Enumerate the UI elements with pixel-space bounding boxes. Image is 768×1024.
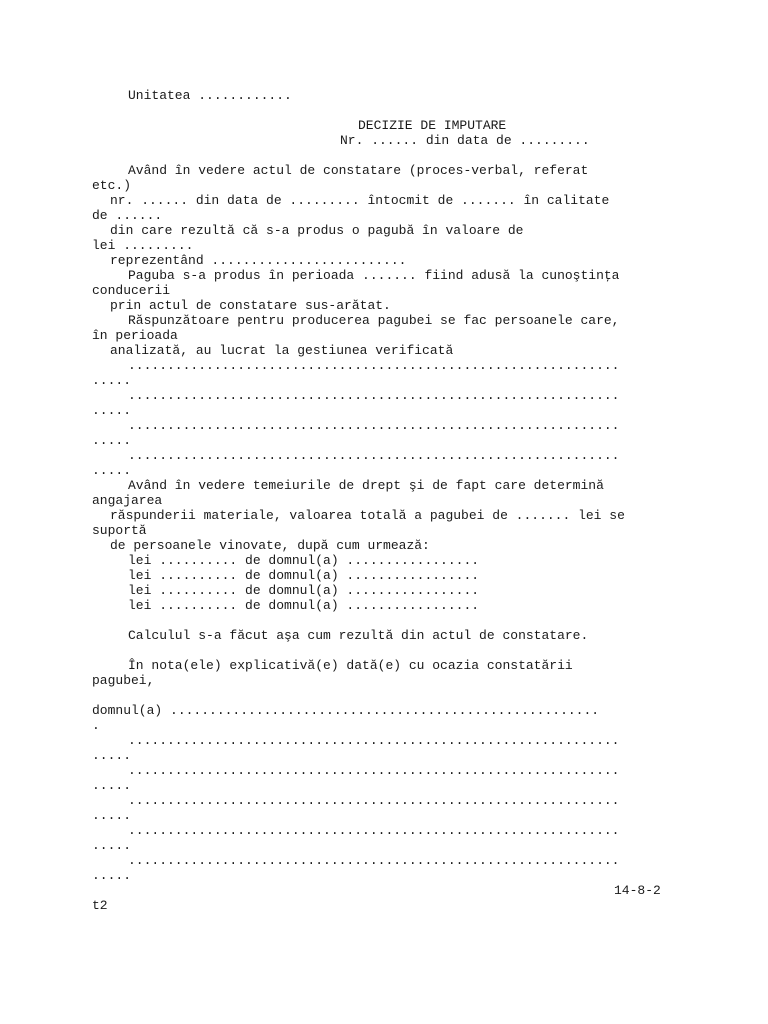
text-line: de ...... xyxy=(92,208,163,223)
text-line: etc.) xyxy=(92,178,132,193)
dotted-fill-line: ..... xyxy=(92,868,132,883)
liability-line: lei .......... de domnul(a) ................. xyxy=(128,583,480,598)
liability-line: lei .......... de domnul(a) ................. xyxy=(128,553,480,568)
dotted-fill-line: ............................................................... xyxy=(128,793,620,808)
text-line: suportă xyxy=(92,523,147,538)
dotted-fill-line: ............................................................... xyxy=(128,853,620,868)
text-line: reprezentând ......................... xyxy=(110,253,407,268)
text-line: În nota(ele) explicativă(e) dată(e) cu ocazia constatării xyxy=(128,658,573,673)
dotted-fill-line: ..... xyxy=(92,403,132,418)
dotted-fill-line: ............................................................... xyxy=(128,418,620,433)
text-line: răspunderii materiale, valoarea totală a pagubei de ....... lei se xyxy=(110,508,625,523)
text-line: de persoanele vinovate, după cum urmează: xyxy=(110,538,430,553)
text-line: în perioada xyxy=(92,328,178,343)
text-line: Paguba s-a produs în perioada ....... fiind adusă la cunoştinţa xyxy=(128,268,620,283)
document-number-line: Nr. ...... din data de ......... xyxy=(340,133,590,148)
dotted-fill-line: ............................................................... xyxy=(128,823,620,838)
text-line: nr. ...... din data de ......... întocmit de ....... în calitate xyxy=(110,193,610,208)
text-line: conducerii xyxy=(92,283,171,298)
liability-line: lei .......... de domnul(a) ................. xyxy=(128,568,480,583)
dotted-fill-line: ..... xyxy=(92,808,132,823)
dotted-fill-line: ..... xyxy=(92,778,132,793)
text-line: Calculul s-a făcut aşa cum rezultă din actul de constatare. xyxy=(128,628,589,643)
text-line: pagubei, xyxy=(92,673,155,688)
dotted-fill-line: ............................................................... xyxy=(128,358,620,373)
liability-line: lei .......... de domnul(a) ................. xyxy=(128,598,480,613)
document-title: DECIZIE DE IMPUTARE xyxy=(358,118,507,133)
page-footer-mark: t2 xyxy=(92,898,108,913)
unit-line: Unitatea ............ xyxy=(128,88,292,103)
dotted-fill-line: ..... xyxy=(92,838,132,853)
text-line: din care rezultă că s-a produs o pagubă în valoare de xyxy=(110,223,524,238)
dotted-fill-line: ............................................................... xyxy=(128,733,620,748)
dotted-fill-line: ..... xyxy=(92,748,132,763)
dotted-fill-line: ............................................................... xyxy=(128,388,620,403)
text-line: domnul(a) ....................................................... xyxy=(92,703,600,718)
dotted-fill-line: ............................................................... xyxy=(128,448,620,463)
text-line: prin actul de constatare sus-arătat. xyxy=(110,298,391,313)
text-line: lei ......... xyxy=(92,238,194,253)
text-line: Răspunzătoare pentru producerea pagubei se fac persoanele care, xyxy=(128,313,620,328)
text-line: . xyxy=(92,718,100,733)
dotted-fill-line: ..... xyxy=(92,373,132,388)
dotted-fill-line: ............................................................... xyxy=(128,763,620,778)
text-line: angajarea xyxy=(92,493,163,508)
dotted-fill-line: ..... xyxy=(92,463,132,478)
dotted-fill-line: ..... xyxy=(92,433,132,448)
text-line: analizată, au lucrat la gestiunea verificată xyxy=(110,343,454,358)
text-line: Având în vedere temeiurile de drept şi de fapt care determină xyxy=(128,478,604,493)
text-line: Având în vedere actul de constatare (proces-verbal, referat xyxy=(128,163,589,178)
page-code: 14-8-2 xyxy=(614,883,661,898)
